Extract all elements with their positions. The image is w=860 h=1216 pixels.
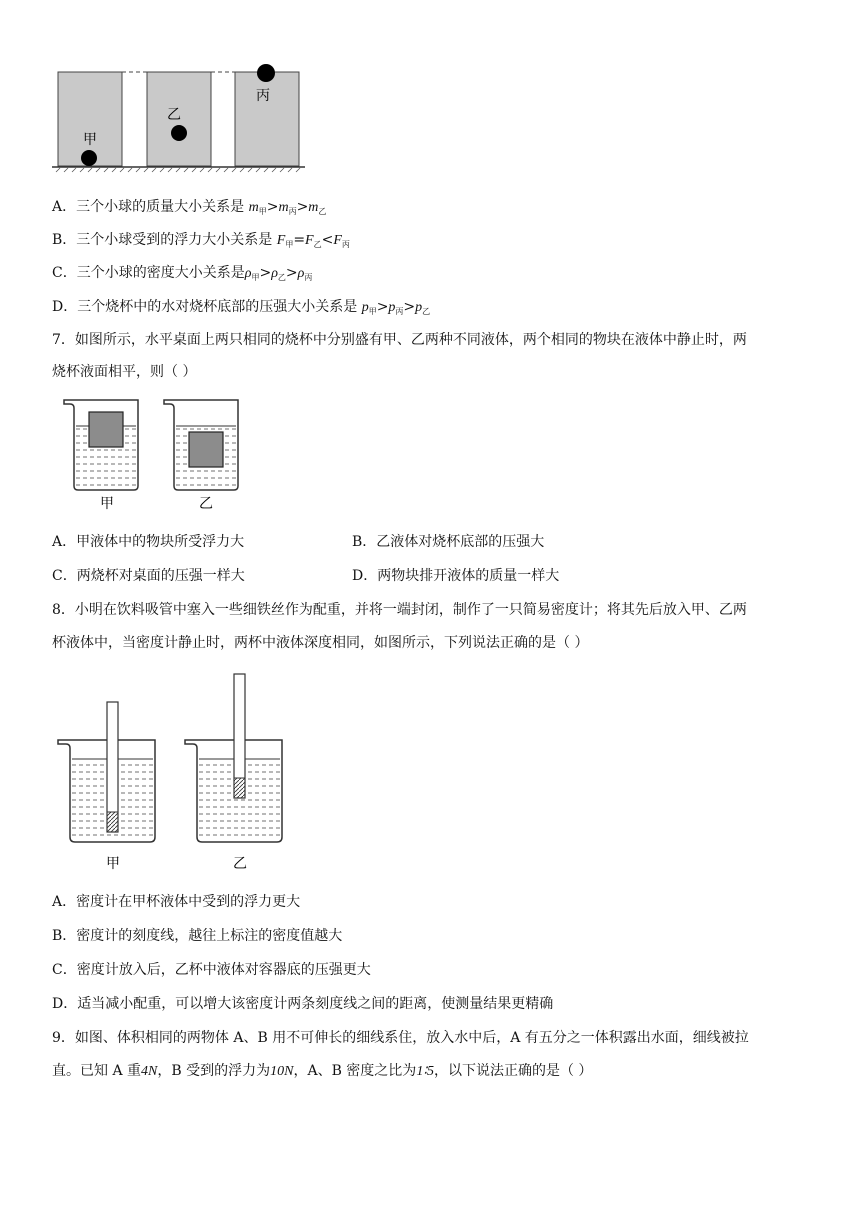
label-bing: 丙 [256, 88, 270, 104]
q6-option-b: B．三个小球受到的浮力大小关系是 $F_甲=F_乙<F_丙$ [52, 232, 350, 249]
block-jia [89, 412, 123, 447]
q7-option-c: C．两烧杯对桌面的压强一样大 [52, 568, 245, 584]
q6-option-d: D．三个烧杯中的水对烧杯底部的压强大小关系是 $p_甲>p_丙>p_乙$ [52, 299, 431, 316]
label-yi: 乙 [167, 107, 181, 123]
three-beakers-figure [50, 62, 310, 174]
q7-label-jia: 甲 [100, 496, 114, 512]
q7-stem-line2: 烧杯液面相平，则（ ） [52, 364, 197, 380]
q7-option-b: B．乙液体对烧杯底部的压强大 [352, 534, 545, 550]
block-yi [189, 432, 223, 467]
q8-label-yi: 乙 [233, 856, 247, 872]
ball-jia [81, 150, 97, 166]
container-bing [235, 72, 299, 166]
q8-hydrometer-figure [55, 672, 295, 878]
q9-stem-line2: 直。已知 A 重4N，B 受到的浮力为10N，A、B 密度之比为1∶5，以下说法正确的是（ ） [52, 1063, 593, 1079]
q7-label-yi: 乙 [199, 496, 213, 512]
q8-option-b: B．密度计的刻度线，越往上标注的密度值越大 [52, 928, 343, 944]
q8-stem-line2: 杯液体中，当密度计静止时，两杯中液体深度相同，如图所示，下列说法正确的是（ ） [52, 635, 589, 651]
q8-option-c: C．密度计放入后，乙杯中液体对容器底的压强更大 [52, 962, 371, 978]
label-jia: 甲 [83, 132, 97, 148]
q8-option-d: D．适当减小配重，可以增大该密度计两条刻度线之间的距离，使测量结果更精确 [52, 996, 554, 1012]
q8-option-a: A．密度计在甲杯液体中受到的浮力更大 [52, 894, 301, 910]
ball-yi [171, 125, 187, 141]
q7-option-a: A．甲液体中的物块所受浮力大 [52, 534, 245, 550]
q6-option-c: C．三个小球的密度大小关系是$\rho_甲>\rho_乙>\rho_丙$ [52, 265, 313, 282]
q6-option-a: A．三个小球的质量大小关系是 $m_甲>m_丙>m_乙$ [52, 199, 327, 216]
q7-stem-line1: 7．如图所示，水平桌面上两只相同的烧杯中分别盛有甲、乙两种不同液体，两个相同的物块在液体中静止时，两 [52, 332, 747, 348]
q7-beakers-figure [58, 394, 258, 516]
q9-stem-line1: 9．如图、体积相同的两物体 A、B 用不可伸长的细线系住，放入水中后，A 有五分之一体积露出水面，细线被拉 [52, 1030, 749, 1046]
ball-bing [257, 64, 275, 82]
q8-stem-line1: 8．小明在饮料吸管中塞入一些细铁丝作为配重，并将一端封闭，制作了一只简易密度计；将其先后放入甲、乙两 [52, 602, 747, 618]
q7-option-d: D．两物块排开液体的质量一样大 [352, 568, 560, 584]
q8-label-jia: 甲 [106, 856, 120, 872]
